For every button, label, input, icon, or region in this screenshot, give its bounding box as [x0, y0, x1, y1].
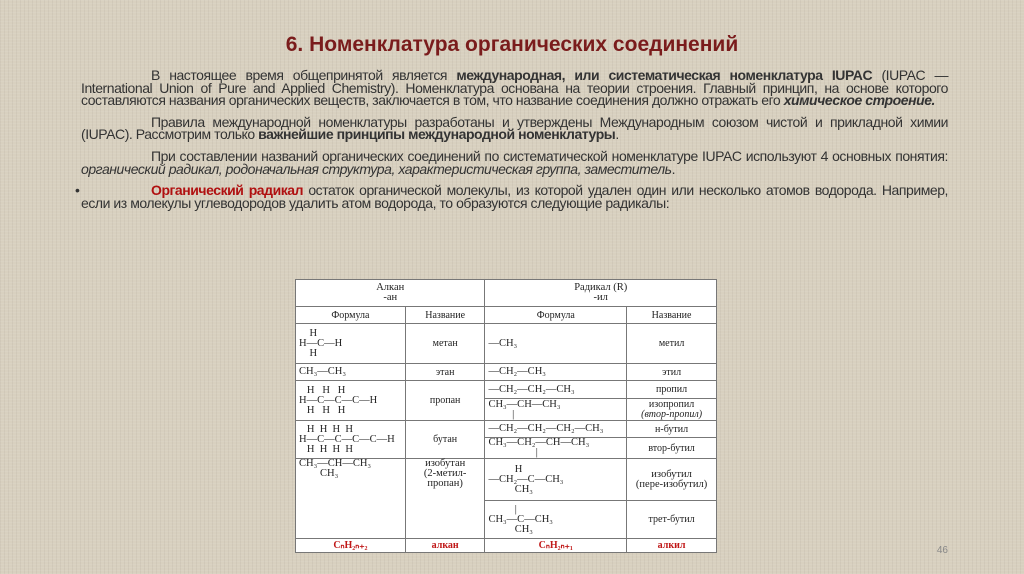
- name: пропил: [627, 381, 717, 399]
- paragraph-2: [81, 113, 948, 143]
- text: При составлении названий органических соединений по систематической номенклатуре IUPAC используют 4 основных понятия:: [151, 147, 948, 164]
- bullet-icon: •: [75, 182, 80, 199]
- formula: —CH₃: [485, 324, 627, 364]
- text: В настоящее время общепринятой является: [151, 67, 457, 83]
- general-formula: CₙH₂ₙ₊₂: [296, 539, 406, 553]
- text: (IUPAC — International Union of Pure and Applied Chemistry). Номенклатура основана на теории строения. Главный принцип, на основе которого составляются названия органических веществ, заключается в том, что название соединения должно отражать его: [81, 67, 949, 109]
- name: алкан: [405, 539, 485, 553]
- formula: H H H H—C—C—C—H H H H: [296, 381, 406, 421]
- slide-title: 6. Номенклатура органических соединений: [285, 33, 739, 56]
- formula: —CH₂—CH₂—CH₃: [485, 381, 627, 399]
- text: .: [615, 126, 619, 143]
- italic-text: органический радикал, родоначальная структура, характеристическая группа, заместитель: [81, 160, 672, 177]
- header-name: Название: [627, 307, 717, 324]
- name: метил: [627, 324, 717, 364]
- formula: H H H H H—C—C—C—C—H H H H H: [296, 421, 406, 459]
- name: трет-бутил: [627, 501, 717, 539]
- name: этан: [405, 364, 485, 381]
- formula: CH₃—CH—CH₃ CH₃: [296, 459, 406, 539]
- name: н-бутил: [627, 421, 717, 438]
- header-formula: Формула: [296, 307, 406, 324]
- bold-italic-text: химическое строение.: [783, 92, 935, 109]
- formula: H —CH₂—C—CH₃ CH₃: [485, 459, 627, 501]
- formula: H H—C—H H: [296, 324, 406, 364]
- name: бутан: [405, 421, 485, 459]
- radicals-table: [295, 279, 717, 553]
- formula: —CH₂—CH₂—CH₂—CH₃: [485, 421, 627, 438]
- name: изобутил (пере-изобутил): [627, 459, 717, 501]
- general-formula: CₙH₂ₙ₊₁: [485, 539, 627, 553]
- header-formula: Формула: [485, 307, 627, 324]
- header-radical: Радикал (R) -ил: [485, 280, 717, 307]
- red-term: Органический радикал: [151, 182, 304, 199]
- formula: CH₃—CH—CH₃ |: [485, 399, 627, 421]
- name: этил: [627, 364, 717, 381]
- text: остаток органической молекулы, из которой удален один или несколько атомов водорода. Например, если из молекулы углеводородов удалить атом водорода, то образуются следующие радикалы:: [81, 182, 948, 211]
- paragraph-3: [81, 147, 948, 177]
- page-number: 46: [936, 545, 948, 556]
- slide-body: [75, 67, 949, 218]
- name-alt: (втор-пропил): [641, 408, 703, 420]
- header-alkane: Алкан -ан: [296, 280, 485, 307]
- name: пропан: [405, 381, 485, 421]
- formula: CH₃—CH₃: [296, 364, 406, 381]
- name: втор-бутил: [627, 438, 717, 459]
- formula: —CH₂—CH₃: [485, 364, 627, 381]
- name-text: изопропил: [648, 398, 695, 410]
- bold-text: международная, или систематическая номенклатура IUPAC: [456, 67, 873, 83]
- name: алкил: [627, 539, 717, 553]
- bold-text: важнейшие принципы международной номенклатуры: [258, 126, 616, 143]
- formula: CH₃—CH₂—CH—CH₃ |: [485, 438, 627, 459]
- formula: | CH₃—C—CH₃ CH₃: [485, 501, 627, 539]
- text: .: [671, 160, 676, 177]
- bullet-paragraph: [75, 182, 948, 211]
- name: изобутан (2-метил- пропан): [405, 459, 485, 539]
- name: метан: [405, 324, 485, 364]
- header-name: Название: [405, 307, 485, 324]
- text: Правила международной номенклатуры разработаны и утверждены Международным союзом чистой и прикладной химии (IUPAC). Рассмотрим только: [81, 113, 948, 143]
- paragraph-1: [81, 69, 948, 107]
- name: [627, 399, 717, 421]
